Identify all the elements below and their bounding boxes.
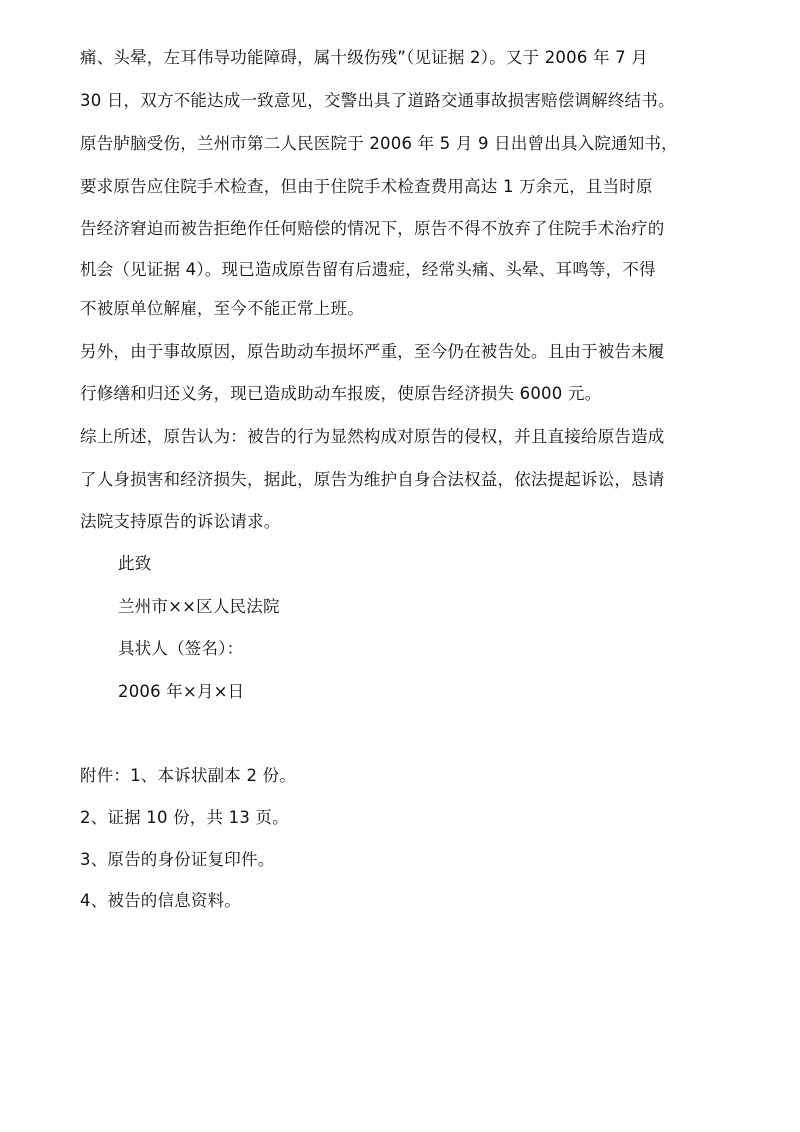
body-line: 综上所述，原告认为：被告的行为显然构成对原告的侵权，并且直接给原告造成 [80,427,665,446]
body-line: 机会（见证据 4）。现已造成原告留有后遗症，经常头痛、头晕、耳鸣等，不得 [80,260,656,279]
document-date: 2006 年×月×日 [118,682,245,701]
attachment-item: 4、被告的信息资料。 [80,891,241,910]
signer-label: 具状人（签名）： [118,639,244,658]
body-line: 了人身损害和经济损失，据此，原告为维护自身合法权益，依法提起诉讼，恳请 [80,470,665,489]
body-line: 另外，由于事故原因，原告助动车损坏严重，至今仍在被告处。且由于被告未履 [80,342,665,361]
body-line: 原告胪脑受伤，兰州市第二人民医院于 2006 年 5 月 9 日出曾出具入院通知书， [80,134,678,153]
attachment-item: 2、证据 10 份，共 13 页。 [80,808,289,827]
body-line: 告经济窘迫而被告拒绝作任何赔偿的情况下，原告不得不放弃了住院手术治疗的 [80,219,665,238]
body-line: 行修缮和归还义务，现已造成助动车报废，使原告经济损失 6000 元。 [80,384,602,403]
body-line: 痛、头晕，左耳伟导功能障碍，属十级伤残”（见证据 2）。又于 2006 年 7 月 [80,48,648,67]
body-line: 30 日，双方不能达成一致意见，交警出具了道路交通事故损害赔偿调解终结书。 [80,91,675,110]
body-line: 要求原告应住院手术检查，但由于住院手术检查费用高达 1 万余元，且当时原 [80,177,653,196]
court-name: 兰州市××区人民法院 [118,597,280,616]
salutation: 此致 [118,554,152,573]
body-line: 法院支持原告的诉讼请求。 [80,512,281,531]
body-line: 不被原单位解雇，至今不能正常上班。 [80,299,364,318]
attachment-item: 附件：1、本诉状副本 2 份。 [80,766,296,785]
attachment-item: 3、原告的身份证复印件。 [80,850,275,869]
